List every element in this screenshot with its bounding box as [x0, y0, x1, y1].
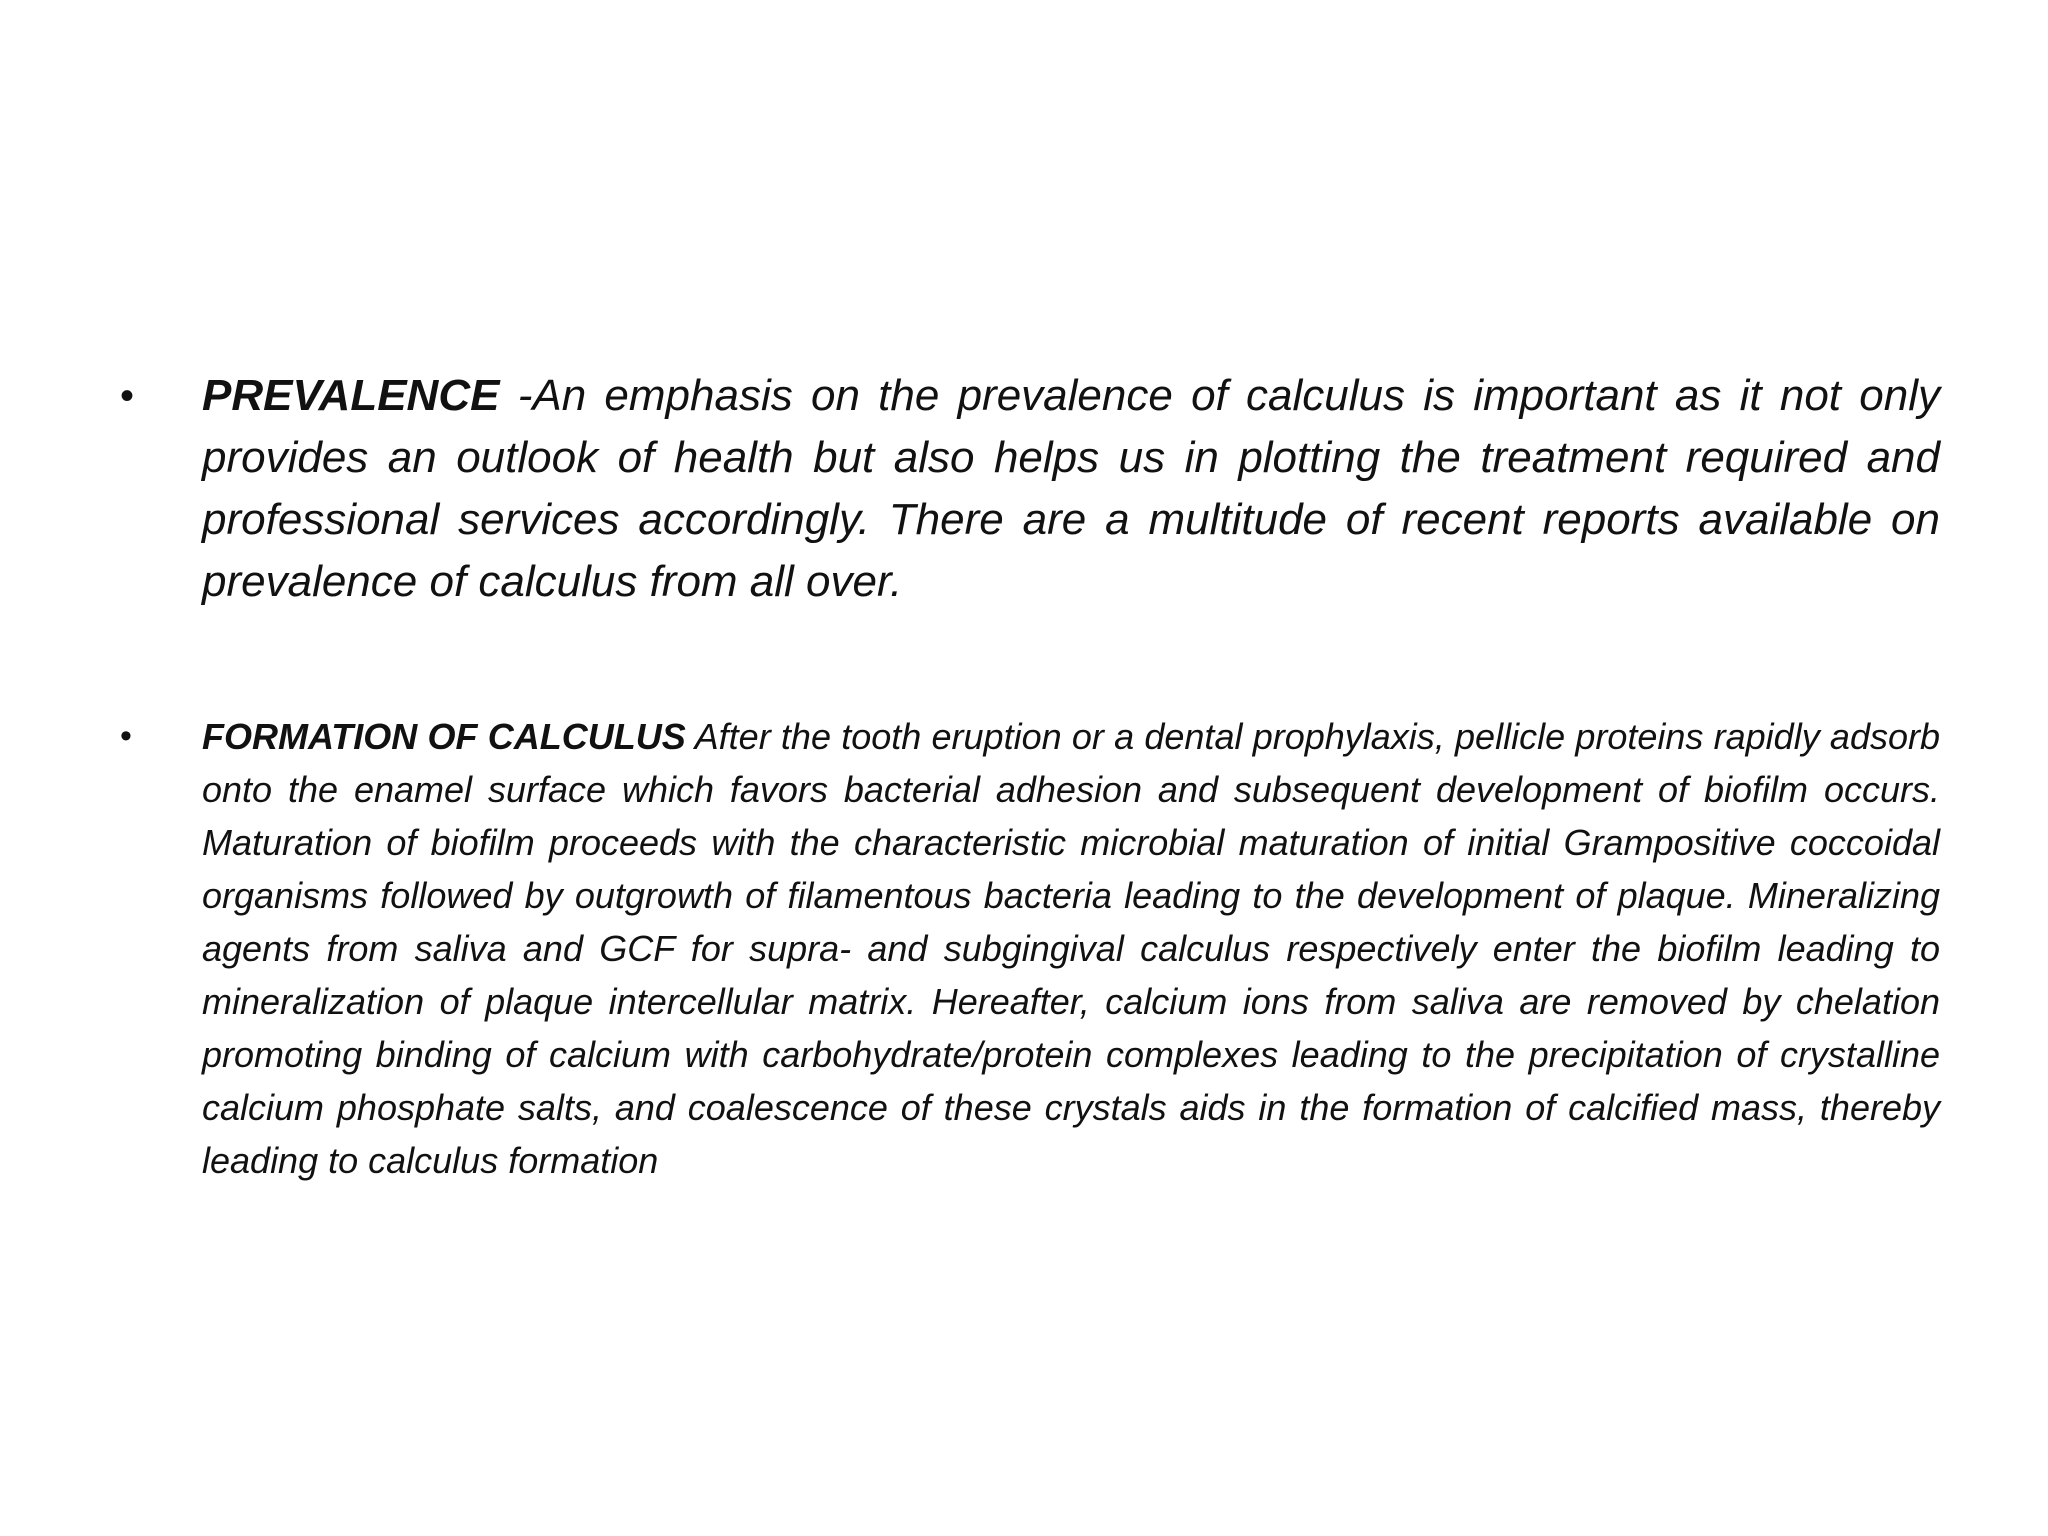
bullet-prevalence	[120, 365, 1940, 613]
bullet-text: -An emphasis on the prevalence of calculus is important as it not only provides an outlook of health but also helps us in plotting the treatment required and professional services accordingly. There are a multitude of recent reports available on prevalence of calculus from all over.	[202, 371, 1940, 606]
bullet-heading: PREVALENCE	[202, 371, 500, 420]
bullet-marker: •	[120, 374, 135, 418]
bullet-marker: •	[120, 717, 132, 755]
bullet-formation	[120, 710, 1940, 1187]
bullet-text: After the tooth eruption or a dental prophylaxis, pellicle proteins rapidly adsorb onto the enamel surface which favors bacterial adhesion and subsequent development of biofilm occurs. Maturation of biofilm proceeds with the characteristic microbial maturation of initial Grampositive coccoidal organisms followed by outgrowth of filamentous bacteria leading to the development of plaque. Mineralizing agents from saliva and GCF for supra- and subgingival calculus respectively enter the biofilm leading to mineralization of plaque intercellular matrix. Hereafter, calcium ions from saliva are removed by chelation promoting binding of calcium with carbohydrate/protein complexes leading to the precipitation of crystalline calcium phosphate salts, and coalescence of these crystals aids in the formation of calcified mass, thereby leading to calculus formation	[202, 716, 1941, 1181]
bullet-list	[120, 365, 1940, 1187]
bullet-heading: FORMATION OF CALCULUS	[202, 716, 686, 757]
